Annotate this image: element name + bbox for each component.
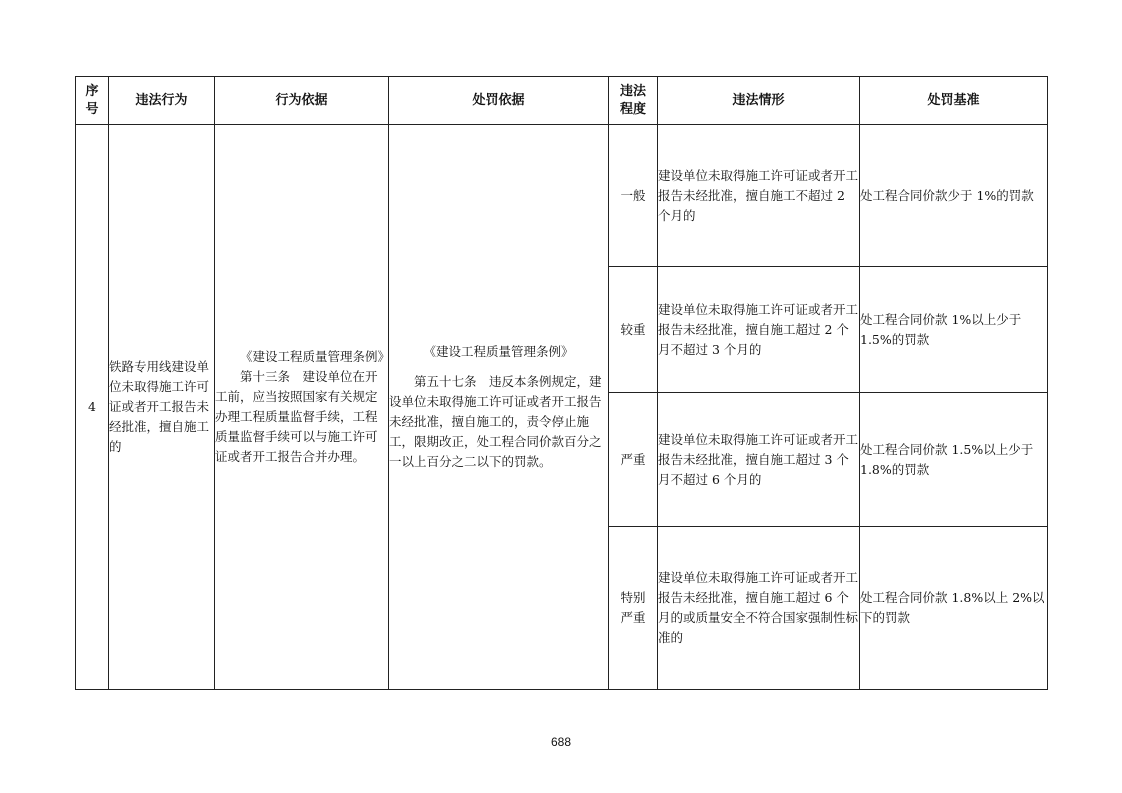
circumstance-general: 建设单位未取得施工许可证或者开工报告未经批准，擅自施工不超过 2 个月的 <box>658 125 860 267</box>
behavior-basis <box>215 125 389 690</box>
degree-especially-severe: 特别 严重 <box>609 527 658 690</box>
standard-especially-severe: 处工程合同价款 1.8%以上 2%以下的罚款 <box>860 527 1048 690</box>
header-behavior: 违法行为 <box>109 77 215 125</box>
violation-behavior-text: 铁路专用线建设单位未取得施工许可证或者开工报告未经批准，擅自施工的 <box>109 359 210 454</box>
header-no: 序 号 <box>76 77 109 125</box>
header-basis: 行为依据 <box>215 77 389 125</box>
standard-serious: 处工程合同价款 1%以上少于 1.5%的罚款 <box>860 267 1048 393</box>
circumstance-especially-severe: 建设单位未取得施工许可证或者开工报告未经批准，擅自施工超过 6 个月的或质量安全不符合国家强制性标准的 <box>658 527 860 690</box>
standard-general: 处工程合同价款少于 1%的罚款 <box>860 125 1048 267</box>
standard-severe: 处工程合同价款 1.5%以上少于 1.8%的罚款 <box>860 393 1048 527</box>
page-number: 688 <box>550 735 572 749</box>
degree-general: 一般 <box>609 125 658 267</box>
violation-behavior <box>109 125 215 690</box>
degree-severe: 严重 <box>609 393 658 527</box>
circumstance-serious: 建设单位未取得施工许可证或者开工报告未经批准，擅自施工超过 2 个月不超过 3 个月的 <box>658 267 860 393</box>
header-penalty-basis: 处罚依据 <box>389 77 609 125</box>
header-circumstance: 违法情形 <box>658 77 860 125</box>
header-standard: 处罚基准 <box>860 77 1048 125</box>
penalty-basis-title: 《建设工程质量管理条例》 <box>423 344 574 359</box>
table-row <box>76 125 1048 267</box>
behavior-basis-text: 第十三条 建设单位在开工前，应当按照国家有关规定办理工程质量监督手续，工程质量监督手续可以与施工许可证或者开工报告合并办理。 <box>215 369 378 464</box>
header-degree: 违法 程度 <box>609 77 658 125</box>
penalty-basis-text: 第五十七条 违反本条例规定，建设单位未取得施工许可证或者开工报告未经批准，擅自施工的，责令停止施工，限期改正，处工程合同价款百分之一以上百分之二以下的罚款。 <box>389 374 602 469</box>
penalty-basis <box>389 125 609 690</box>
circumstance-severe: 建设单位未取得施工许可证或者开工报告未经批准，擅自施工超过 3 个月不超过 6 个月的 <box>658 393 860 527</box>
behavior-basis-title: 《建设工程质量管理条例》 <box>240 349 391 364</box>
degree-serious: 较重 <box>609 267 658 393</box>
row-number: 4 <box>76 125 109 690</box>
table-header-row <box>76 77 1048 125</box>
penalty-standard-table <box>75 76 1048 690</box>
